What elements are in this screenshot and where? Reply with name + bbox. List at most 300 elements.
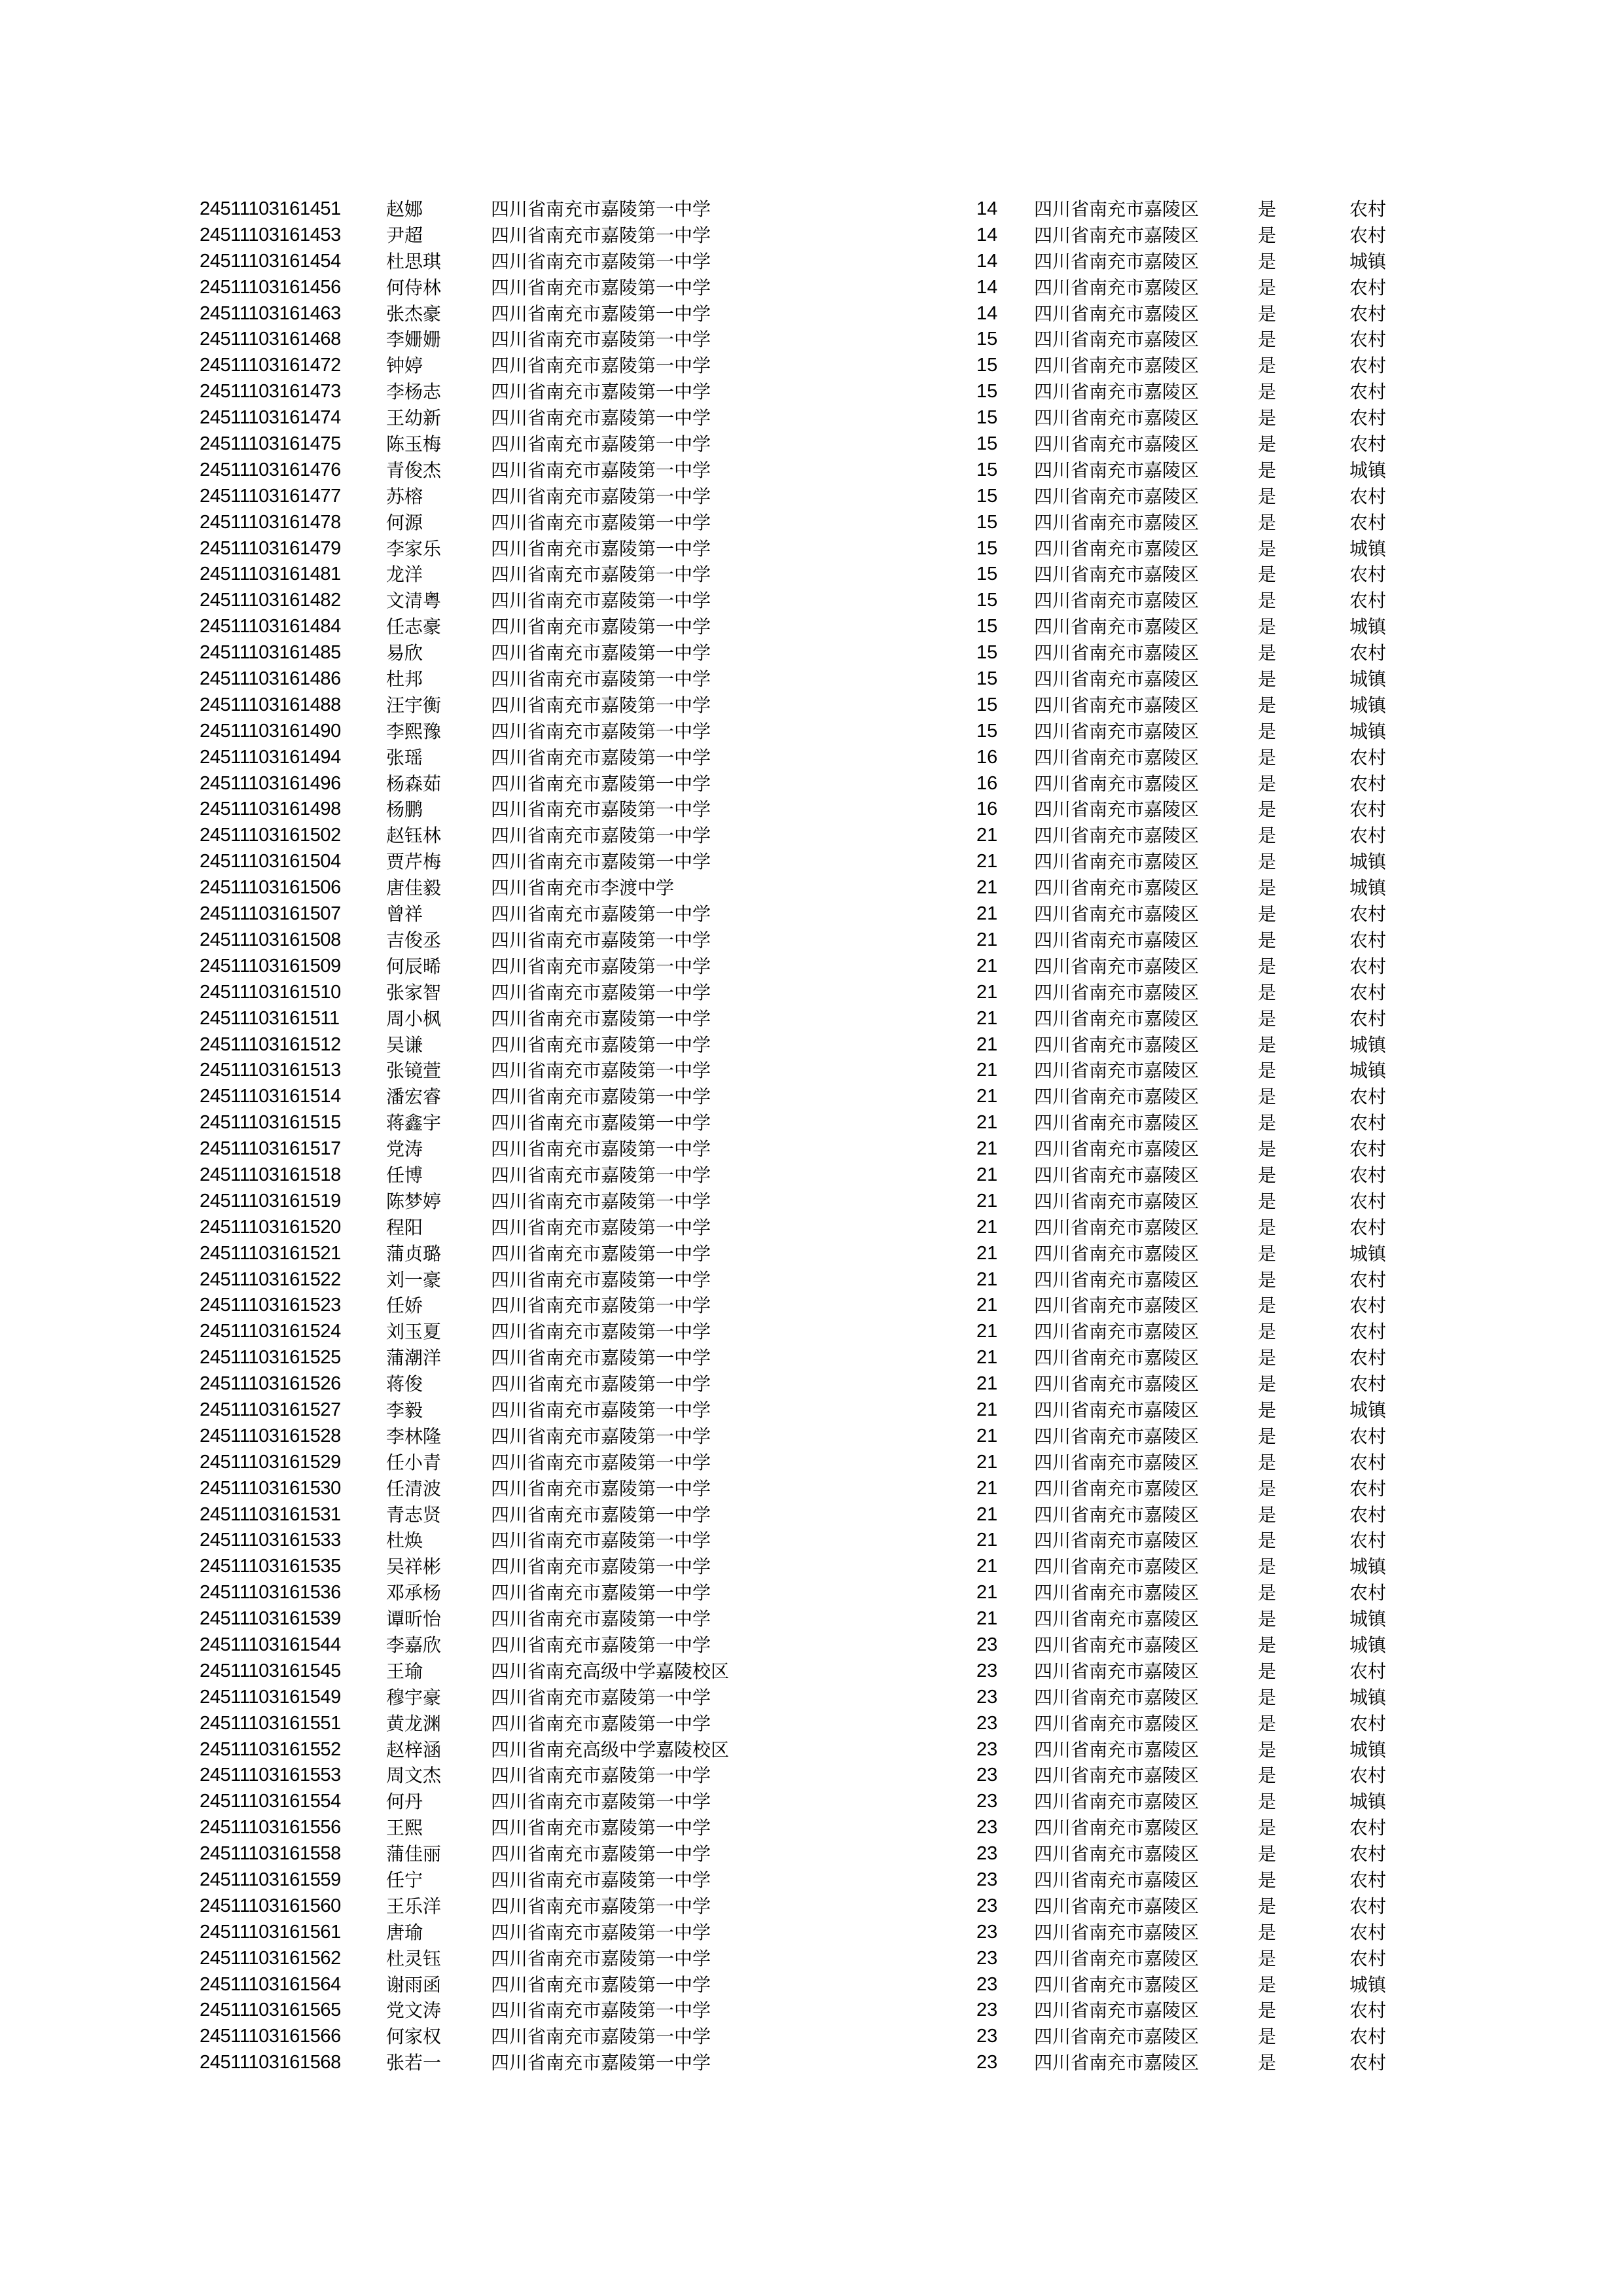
school-name: 四川省南充市嘉陵第一中学 <box>491 1216 711 1238</box>
district: 四川省南充市嘉陵区 <box>1034 459 1200 481</box>
residence-type: 农村 <box>1349 564 1387 586</box>
student-id: 24511103161561 <box>200 1921 341 1943</box>
eligibility-flag: 是 <box>1258 1373 1277 1395</box>
table-row <box>0 797 1623 823</box>
eligibility-flag: 是 <box>1258 1765 1277 1787</box>
residence-type: 农村 <box>1349 1295 1387 1317</box>
school-name: 四川省南充市李渡中学 <box>491 877 675 899</box>
school-name: 四川省南充市嘉陵第一中学 <box>491 1947 711 1969</box>
student-id: 24511103161565 <box>200 2000 341 2021</box>
district: 四川省南充市嘉陵区 <box>1034 1973 1200 1996</box>
student-id: 24511103161468 <box>200 329 341 350</box>
table-row <box>0 1815 1623 1841</box>
eligibility-flag: 是 <box>1258 1608 1277 1630</box>
school-name: 四川省南充市嘉陵第一中学 <box>491 1425 711 1447</box>
residence-type: 农村 <box>1349 224 1387 246</box>
eligibility-flag: 是 <box>1258 329 1277 351</box>
residence-type: 农村 <box>1349 355 1387 377</box>
district: 四川省南充市嘉陵区 <box>1034 2052 1200 2074</box>
residence-type: 农村 <box>1349 746 1387 768</box>
student-id: 24511103161545 <box>200 1660 341 1681</box>
eligibility-flag: 是 <box>1258 616 1277 638</box>
student-id: 24511103161519 <box>200 1190 341 1211</box>
class-number: 23 <box>976 1712 998 1734</box>
residence-type: 城镇 <box>1349 1608 1387 1630</box>
district: 四川省南充市嘉陵区 <box>1034 929 1200 951</box>
residence-type: 农村 <box>1349 590 1387 612</box>
class-number: 21 <box>976 1477 998 1499</box>
student-name: 贾芹梅 <box>386 851 442 873</box>
eligibility-flag: 是 <box>1258 1686 1277 1708</box>
school-name: 四川省南充市嘉陵第一中学 <box>491 1399 711 1421</box>
school-name: 四川省南充市嘉陵第一中学 <box>491 929 711 951</box>
class-number: 23 <box>976 2052 998 2073</box>
district: 四川省南充市嘉陵区 <box>1034 407 1200 429</box>
class-number: 16 <box>976 798 998 820</box>
residence-type: 农村 <box>1349 329 1387 351</box>
student-name: 何丹 <box>386 1791 423 1813</box>
student-name: 谭昕怡 <box>386 1608 442 1630</box>
student-name: 谢雨函 <box>386 1973 442 1996</box>
student-id: 24511103161523 <box>200 1295 341 1316</box>
school-name: 四川省南充市嘉陵第一中学 <box>491 903 711 925</box>
student-name: 文清粤 <box>386 590 442 612</box>
table-row <box>0 1476 1623 1502</box>
residence-type: 农村 <box>1349 1660 1387 1682</box>
student-name: 吴祥彬 <box>386 1556 442 1578</box>
table-row <box>0 1998 1623 2024</box>
student-name: 张家智 <box>386 981 442 1003</box>
student-id: 24511103161498 <box>200 798 341 820</box>
class-number: 21 <box>976 1399 998 1420</box>
table-row <box>0 1789 1623 1815</box>
table-row <box>0 1215 1623 1241</box>
table-row <box>0 823 1623 849</box>
eligibility-flag: 是 <box>1258 1843 1277 1865</box>
district: 四川省南充市嘉陵区 <box>1034 1425 1200 1447</box>
school-name: 四川省南充市嘉陵第一中学 <box>491 1765 711 1787</box>
class-number: 23 <box>976 1817 998 1839</box>
table-row <box>0 223 1623 249</box>
table-row <box>0 1371 1623 1397</box>
district: 四川省南充市嘉陵区 <box>1034 772 1200 795</box>
residence-type: 农村 <box>1349 825 1387 847</box>
district: 四川省南充市嘉陵区 <box>1034 616 1200 638</box>
table-row <box>0 954 1623 980</box>
eligibility-flag: 是 <box>1258 903 1277 925</box>
class-number: 15 <box>976 720 998 742</box>
class-number: 15 <box>976 459 998 480</box>
eligibility-flag: 是 <box>1258 668 1277 691</box>
school-name: 四川省南充市嘉陵第一中学 <box>491 302 711 325</box>
residence-type: 城镇 <box>1349 1634 1387 1656</box>
district: 四川省南充市嘉陵区 <box>1034 1347 1200 1369</box>
class-number: 23 <box>976 2026 998 2047</box>
student-id: 24511103161473 <box>200 381 341 403</box>
student-name: 杜邦 <box>386 668 423 691</box>
student-name: 邓承杨 <box>386 1582 442 1604</box>
eligibility-flag: 是 <box>1258 224 1277 246</box>
residence-type: 城镇 <box>1349 250 1387 272</box>
class-number: 21 <box>976 1268 998 1290</box>
student-name: 任志豪 <box>386 616 442 638</box>
class-number: 21 <box>976 1556 998 1577</box>
student-name: 汪宇衡 <box>386 694 442 716</box>
residence-type: 城镇 <box>1349 1399 1387 1421</box>
student-name: 唐瑜 <box>386 1921 423 1943</box>
student-id: 24511103161539 <box>200 1608 341 1630</box>
table-row <box>0 1606 1623 1632</box>
district: 四川省南充市嘉陵区 <box>1034 511 1200 533</box>
eligibility-flag: 是 <box>1258 929 1277 951</box>
student-id: 24511103161554 <box>200 1791 341 1812</box>
eligibility-flag: 是 <box>1258 877 1277 899</box>
residence-type: 农村 <box>1349 2000 1387 2022</box>
eligibility-flag: 是 <box>1258 276 1277 298</box>
district: 四川省南充市嘉陵区 <box>1034 1686 1200 1708</box>
student-name: 蒋鑫宇 <box>386 1112 442 1134</box>
student-name: 苏榕 <box>386 485 423 507</box>
student-name: 张镜萱 <box>386 1060 442 1082</box>
district: 四川省南充市嘉陵区 <box>1034 1530 1200 1552</box>
class-number: 23 <box>976 1738 998 1760</box>
residence-type: 农村 <box>1349 1582 1387 1604</box>
table-row <box>0 1450 1623 1476</box>
class-number: 15 <box>976 642 998 664</box>
district: 四川省南充市嘉陵区 <box>1034 1451 1200 1473</box>
school-name: 四川省南充市嘉陵第一中学 <box>491 1451 711 1473</box>
eligibility-flag: 是 <box>1258 1869 1277 1891</box>
district: 四川省南充市嘉陵区 <box>1034 329 1200 351</box>
student-name: 李毅 <box>386 1399 423 1421</box>
school-name: 四川省南充高级中学嘉陵校区 <box>491 1660 730 1682</box>
table-row <box>0 771 1623 797</box>
student-id: 24511103161481 <box>200 564 341 585</box>
class-number: 15 <box>976 381 998 403</box>
student-id: 24511103161549 <box>200 1686 341 1708</box>
table-row <box>0 1580 1623 1606</box>
eligibility-flag: 是 <box>1258 433 1277 456</box>
student-name: 李杨志 <box>386 381 442 403</box>
district: 四川省南充市嘉陵区 <box>1034 825 1200 847</box>
student-name: 张若一 <box>386 2052 442 2074</box>
residence-type: 城镇 <box>1349 668 1387 691</box>
student-id: 24511103161560 <box>200 1895 341 1916</box>
class-number: 21 <box>976 1425 998 1446</box>
table-row <box>0 275 1623 301</box>
student-name: 钟婷 <box>386 355 423 377</box>
student-id: 24511103161474 <box>200 407 341 429</box>
class-number: 21 <box>976 903 998 925</box>
table-row <box>0 1032 1623 1058</box>
table-row <box>0 510 1623 536</box>
residence-type: 农村 <box>1349 198 1387 220</box>
student-id: 24511103161552 <box>200 1738 341 1760</box>
table-row <box>0 1345 1623 1371</box>
student-name: 唐佳毅 <box>386 877 442 899</box>
table-row <box>0 1241 1623 1267</box>
residence-type: 城镇 <box>1349 537 1387 560</box>
district: 四川省南充市嘉陵区 <box>1034 1556 1200 1578</box>
school-name: 四川省南充市嘉陵第一中学 <box>491 329 711 351</box>
student-id: 24511103161531 <box>200 1503 341 1525</box>
student-id: 24511103161562 <box>200 1947 341 1969</box>
student-name: 王瑜 <box>386 1660 423 1682</box>
school-name: 四川省南充市嘉陵第一中学 <box>491 1895 711 1917</box>
district: 四川省南充市嘉陵区 <box>1034 381 1200 403</box>
student-id: 24511103161566 <box>200 2026 341 2047</box>
student-name: 李林隆 <box>386 1425 442 1447</box>
table-row <box>0 1136 1623 1162</box>
student-id: 24511103161475 <box>200 433 341 455</box>
class-number: 15 <box>976 511 998 533</box>
class-number: 21 <box>976 1216 998 1238</box>
class-number: 23 <box>976 1686 998 1708</box>
residence-type: 农村 <box>1349 1921 1387 1943</box>
table-row <box>0 1397 1623 1424</box>
residence-type: 农村 <box>1349 1425 1387 1447</box>
residence-type: 农村 <box>1349 2052 1387 2074</box>
residence-type: 城镇 <box>1349 1791 1387 1813</box>
residence-type: 农村 <box>1349 1843 1387 1865</box>
residence-type: 农村 <box>1349 407 1387 429</box>
district: 四川省南充市嘉陵区 <box>1034 564 1200 586</box>
student-id: 24511103161472 <box>200 355 341 376</box>
district: 四川省南充市嘉陵区 <box>1034 1895 1200 1917</box>
class-number: 23 <box>976 1660 998 1681</box>
table-row <box>0 2050 1623 2076</box>
eligibility-flag: 是 <box>1258 381 1277 403</box>
student-name: 何源 <box>386 511 423 533</box>
class-number: 21 <box>976 1164 998 1185</box>
school-name: 四川省南充市嘉陵第一中学 <box>491 276 711 298</box>
student-id: 24511103161479 <box>200 537 341 559</box>
district: 四川省南充市嘉陵区 <box>1034 694 1200 716</box>
eligibility-flag: 是 <box>1258 1425 1277 1447</box>
class-number: 21 <box>976 1138 998 1160</box>
residence-type: 农村 <box>1349 1373 1387 1395</box>
table-row <box>0 1737 1623 1763</box>
student-id: 24511103161517 <box>200 1138 341 1160</box>
student-name: 任娇 <box>386 1295 423 1317</box>
student-name: 尹超 <box>386 224 423 246</box>
eligibility-flag: 是 <box>1258 1112 1277 1134</box>
table-row <box>0 1946 1623 1972</box>
school-name: 四川省南充市嘉陵第一中学 <box>491 616 711 638</box>
student-id: 24511103161556 <box>200 1817 341 1839</box>
student-id: 24511103161558 <box>200 1843 341 1865</box>
table-row <box>0 1554 1623 1580</box>
student-id: 24511103161535 <box>200 1556 341 1577</box>
table-row <box>0 301 1623 327</box>
school-name: 四川省南充市嘉陵第一中学 <box>491 1477 711 1499</box>
class-number: 21 <box>976 1033 998 1055</box>
student-id: 24511103161522 <box>200 1268 341 1290</box>
student-name: 任清波 <box>386 1477 442 1499</box>
school-name: 四川省南充市嘉陵第一中学 <box>491 1007 711 1030</box>
student-id: 24511103161513 <box>200 1060 341 1081</box>
eligibility-flag: 是 <box>1258 955 1277 977</box>
table-row <box>0 1162 1623 1189</box>
residence-type: 农村 <box>1349 1530 1387 1552</box>
residence-type: 农村 <box>1349 1477 1387 1499</box>
student-name: 龙洋 <box>386 564 423 586</box>
eligibility-flag: 是 <box>1258 407 1277 429</box>
table-row <box>0 1189 1623 1215</box>
eligibility-flag: 是 <box>1258 772 1277 795</box>
residence-type: 城镇 <box>1349 1738 1387 1761</box>
table-row <box>0 353 1623 379</box>
district: 四川省南充市嘉陵区 <box>1034 1138 1200 1160</box>
class-number: 21 <box>976 955 998 977</box>
eligibility-flag: 是 <box>1258 1712 1277 1734</box>
eligibility-flag: 是 <box>1258 1973 1277 1996</box>
student-id: 24511103161551 <box>200 1712 341 1734</box>
residence-type: 农村 <box>1349 1765 1387 1787</box>
residence-type: 农村 <box>1349 1190 1387 1212</box>
district: 四川省南充市嘉陵区 <box>1034 1242 1200 1265</box>
residence-type: 农村 <box>1349 511 1387 533</box>
school-name: 四川省南充市嘉陵第一中学 <box>491 590 711 612</box>
class-number: 15 <box>976 537 998 559</box>
district: 四川省南充市嘉陵区 <box>1034 1216 1200 1238</box>
student-name: 杨鹏 <box>386 798 423 821</box>
district: 四川省南充市嘉陵区 <box>1034 877 1200 899</box>
student-id: 24511103161504 <box>200 851 341 872</box>
table-row <box>0 875 1623 901</box>
student-name: 青志贤 <box>386 1503 442 1526</box>
school-name: 四川省南充市嘉陵第一中学 <box>491 1164 711 1186</box>
school-name: 四川省南充市嘉陵第一中学 <box>491 1268 711 1291</box>
school-name: 四川省南充市嘉陵第一中学 <box>491 485 711 507</box>
district: 四川省南充市嘉陵区 <box>1034 746 1200 768</box>
student-name: 赵梓涵 <box>386 1738 442 1761</box>
class-number: 21 <box>976 1190 998 1211</box>
residence-type: 城镇 <box>1349 1686 1387 1708</box>
table-row <box>0 1267 1623 1293</box>
school-name: 四川省南充市嘉陵第一中学 <box>491 851 711 873</box>
table-row <box>0 927 1623 954</box>
student-list <box>0 196 1623 2076</box>
school-name: 四川省南充市嘉陵第一中学 <box>491 1138 711 1160</box>
eligibility-flag: 是 <box>1258 2052 1277 2074</box>
student-id: 24511103161512 <box>200 1033 341 1055</box>
class-number: 21 <box>976 1295 998 1316</box>
district: 四川省南充市嘉陵区 <box>1034 537 1200 560</box>
class-number: 14 <box>976 276 998 298</box>
school-name: 四川省南充市嘉陵第一中学 <box>491 433 711 456</box>
residence-type: 农村 <box>1349 2026 1387 2048</box>
table-row <box>0 562 1623 588</box>
class-number: 21 <box>976 1503 998 1525</box>
table-row <box>0 1006 1623 1032</box>
school-name: 四川省南充市嘉陵第一中学 <box>491 955 711 977</box>
table-row <box>0 1920 1623 1946</box>
school-name: 四川省南充市嘉陵第一中学 <box>491 720 711 742</box>
district: 四川省南充市嘉陵区 <box>1034 955 1200 977</box>
class-number: 21 <box>976 1060 998 1081</box>
table-row <box>0 196 1623 223</box>
eligibility-flag: 是 <box>1258 1086 1277 1108</box>
student-id: 24511103161527 <box>200 1399 341 1420</box>
district: 四川省南充市嘉陵区 <box>1034 302 1200 325</box>
eligibility-flag: 是 <box>1258 1060 1277 1082</box>
student-name: 刘一豪 <box>386 1268 442 1291</box>
eligibility-flag: 是 <box>1258 537 1277 560</box>
school-name: 四川省南充市嘉陵第一中学 <box>491 2000 711 2022</box>
district: 四川省南充市嘉陵区 <box>1034 668 1200 691</box>
student-name: 李熙豫 <box>386 720 442 742</box>
student-id: 24511103161507 <box>200 903 341 925</box>
student-id: 24511103161564 <box>200 1973 341 1995</box>
student-id: 24511103161515 <box>200 1112 341 1134</box>
table-row <box>0 2024 1623 2050</box>
class-number: 16 <box>976 746 998 768</box>
class-number: 15 <box>976 433 998 455</box>
district: 四川省南充市嘉陵区 <box>1034 1582 1200 1604</box>
residence-type: 农村 <box>1349 1086 1387 1108</box>
residence-type: 农村 <box>1349 903 1387 925</box>
class-number: 14 <box>976 224 998 245</box>
residence-type: 农村 <box>1349 381 1387 403</box>
residence-type: 农村 <box>1349 433 1387 456</box>
district: 四川省南充市嘉陵区 <box>1034 1033 1200 1056</box>
residence-type: 农村 <box>1349 302 1387 325</box>
eligibility-flag: 是 <box>1258 1477 1277 1499</box>
student-id: 24511103161528 <box>200 1425 341 1446</box>
school-name: 四川省南充市嘉陵第一中学 <box>491 1686 711 1708</box>
student-id: 24511103161456 <box>200 276 341 298</box>
student-name: 何侍林 <box>386 276 442 298</box>
residence-type: 农村 <box>1349 1712 1387 1734</box>
school-name: 四川省南充市嘉陵第一中学 <box>491 1295 711 1317</box>
student-id: 24511103161530 <box>200 1477 341 1499</box>
student-name: 杜思琪 <box>386 250 442 272</box>
residence-type: 城镇 <box>1349 459 1387 481</box>
student-id: 24511103161453 <box>200 224 341 245</box>
residence-type: 农村 <box>1349 981 1387 1003</box>
district: 四川省南充市嘉陵区 <box>1034 1947 1200 1969</box>
district: 四川省南充市嘉陵区 <box>1034 485 1200 507</box>
school-name: 四川省南充市嘉陵第一中学 <box>491 537 711 560</box>
table-row <box>0 849 1623 875</box>
district: 四川省南充市嘉陵区 <box>1034 1608 1200 1630</box>
school-name: 四川省南充市嘉陵第一中学 <box>491 1060 711 1082</box>
district: 四川省南充市嘉陵区 <box>1034 1060 1200 1082</box>
eligibility-flag: 是 <box>1258 2026 1277 2048</box>
eligibility-flag: 是 <box>1258 511 1277 533</box>
table-row <box>0 405 1623 431</box>
residence-type: 城镇 <box>1349 1060 1387 1082</box>
school-name: 四川省南充市嘉陵第一中学 <box>491 381 711 403</box>
school-name: 四川省南充市嘉陵第一中学 <box>491 2052 711 2074</box>
class-number: 21 <box>976 1451 998 1473</box>
district: 四川省南充市嘉陵区 <box>1034 1399 1200 1421</box>
school-name: 四川省南充市嘉陵第一中学 <box>491 746 711 768</box>
table-row <box>0 1972 1623 1998</box>
student-id: 24511103161490 <box>200 720 341 742</box>
class-number: 21 <box>976 877 998 899</box>
class-number: 21 <box>976 1242 998 1264</box>
student-id: 24511103161533 <box>200 1530 341 1551</box>
residence-type: 农村 <box>1349 1268 1387 1291</box>
school-name: 四川省南充市嘉陵第一中学 <box>491 1556 711 1578</box>
table-row <box>0 1528 1623 1554</box>
school-name: 四川省南充市嘉陵第一中学 <box>491 1242 711 1265</box>
district: 四川省南充市嘉陵区 <box>1034 981 1200 1003</box>
table-row <box>0 457 1623 484</box>
district: 四川省南充市嘉陵区 <box>1034 1086 1200 1108</box>
